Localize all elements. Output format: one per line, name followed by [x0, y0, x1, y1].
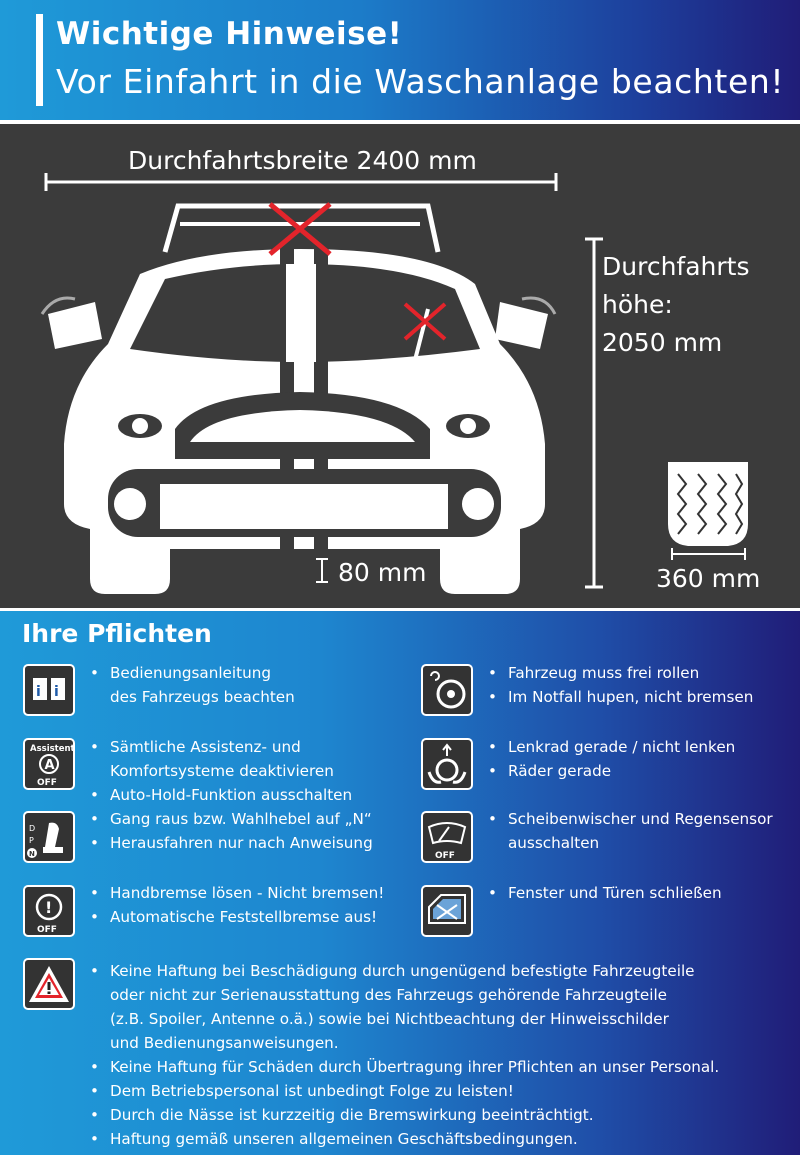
duty-list-windows — [488, 881, 722, 905]
car-illustration — [0, 124, 800, 608]
width-label: Durchfahrtsbreite 2400 mm — [128, 146, 477, 175]
svg-text:OFF: OFF — [435, 851, 455, 861]
warning-triangle-icon — [23, 958, 75, 1010]
duty-item: • Fahrzeug muss frei rollen — [488, 661, 753, 685]
warning-item: • Haftung gemäß unseren allgemeinen Geschäftsbedingungen. — [90, 1127, 719, 1151]
svg-text:Assistent: Assistent — [30, 744, 73, 754]
duty-item: • Herausfahren nur nach Anweisung — [90, 831, 373, 855]
duty-item: • Automatische Feststellbremse aus! — [90, 905, 384, 929]
svg-text:N: N — [29, 850, 35, 858]
svg-text:i: i — [54, 684, 59, 700]
duties-heading: Ihre Pflichten — [22, 619, 212, 648]
roof-rack-not-allowed-icon — [270, 204, 330, 254]
header-banner — [0, 0, 800, 124]
page-title: Wichtige Hinweise! — [56, 16, 403, 52]
duty-item: • Gang raus bzw. Wahlhebel auf „N“ — [90, 807, 373, 831]
warning-item: • Keine Haftung bei Beschädigung durch ungenügend befestigte Fahrzeugteile oder nicht zur Serienausstattung des Fahrzeugs gehörende Fahrzeugteile (z.B. Spoiler, Antenne o.ä.) sowie bei Nichtbeachtung der Hinweisschilder und Bedienungsanweisungen. — [90, 959, 719, 1055]
parking-brake-off-icon — [23, 885, 75, 937]
height-label-line3: 2050 mm — [602, 328, 723, 357]
duties-section — [0, 611, 800, 1155]
duty-list-manual — [90, 661, 295, 709]
duty-item: • Scheibenwischer und Regensensor ausschalten — [488, 807, 773, 855]
car-dimension-diagram — [0, 124, 800, 611]
duty-list-wiper — [488, 807, 773, 855]
svg-text:A: A — [44, 758, 55, 773]
duty-list-rolling — [488, 661, 753, 709]
tire-width-label: 360 mm — [656, 564, 761, 593]
height-label-line2: höhe: — [602, 290, 673, 319]
tire-tread-icon — [668, 462, 748, 546]
svg-text:D: D — [29, 824, 36, 833]
duty-item: • Im Notfall hupen, nicht bremsen — [488, 685, 753, 709]
window-closed-icon — [421, 885, 473, 937]
gear-lever-icon — [23, 811, 75, 863]
duty-list-brake — [90, 881, 384, 929]
steering-wheel-icon — [421, 738, 473, 790]
duty-item: • Handbremse lösen - Nicht bremsen! — [90, 881, 384, 905]
duty-item: • Bedienungsanleitung des Fahrzeugs beachten — [90, 661, 295, 709]
duty-list-steering — [488, 735, 735, 783]
liability-notes-list — [90, 959, 719, 1151]
assistant-off-icon — [23, 738, 75, 790]
svg-text:OFF: OFF — [37, 778, 57, 788]
duty-item: • Sämtliche Assistenz- und Komfortsysteme deaktivieren — [90, 735, 352, 783]
duty-item: • Räder gerade — [488, 759, 735, 783]
wiper-off-icon — [421, 811, 473, 863]
svg-text:OFF: OFF — [37, 925, 57, 935]
duty-list-assistant — [90, 735, 352, 807]
duty-item: • Fenster und Türen schließen — [488, 881, 722, 905]
warning-item: • Dem Betriebspersonal ist unbedingt Folge zu leisten! — [90, 1079, 719, 1103]
height-label-line1: Durchfahrts — [602, 252, 750, 281]
duty-item: • Auto-Hold-Funktion ausschalten — [90, 783, 352, 807]
svg-text:i: i — [36, 684, 41, 700]
svg-text:P: P — [29, 836, 34, 845]
duty-item: • Lenkrad gerade / nicht lenken — [488, 735, 735, 759]
header-accent-bar — [36, 14, 43, 106]
warning-item: • Keine Haftung für Schäden durch Übertragung ihrer Pflichten an unser Personal. — [90, 1055, 719, 1079]
rolling-wheel-icon — [421, 664, 473, 716]
manual-book-icon — [23, 664, 75, 716]
svg-text:!: ! — [45, 898, 53, 917]
page-subtitle: Vor Einfahrt in die Waschanlage beachten! — [56, 62, 785, 101]
warning-item: • Durch die Nässe ist kurzzeitig die Bremswirkung beeinträchtigt. — [90, 1103, 719, 1127]
duty-list-gear — [90, 807, 373, 855]
clearance-label: 80 mm — [338, 558, 427, 587]
